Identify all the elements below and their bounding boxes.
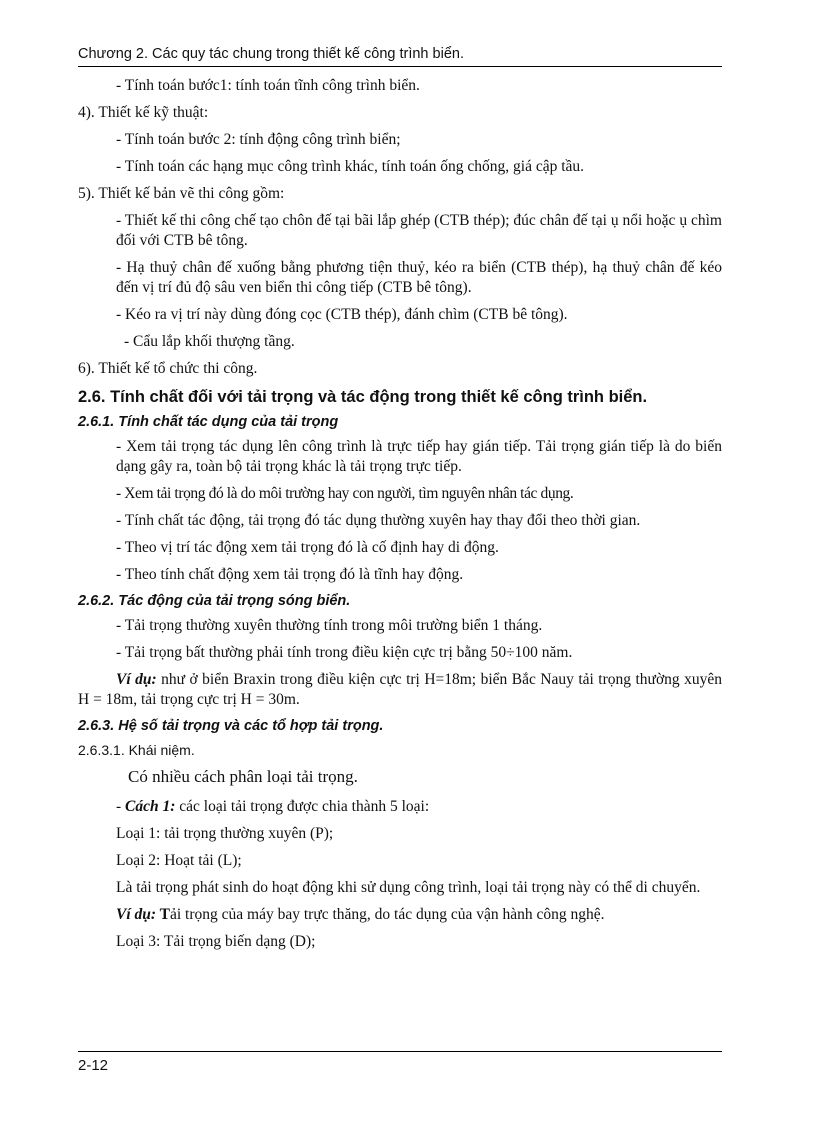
- list-heading: 4). Thiết kế kỹ thuật:: [78, 104, 209, 121]
- page-number: 2-12: [78, 1057, 109, 1074]
- list-heading: 5). Thiết kế bản vẽ thi công gồm:: [78, 185, 285, 202]
- subsection-heading-2-6-2: 2.6.2. Tác động của tải trọng sóng biển.: [78, 593, 351, 609]
- page-body: [78, 76, 722, 959]
- paragraph: Có nhiều cách phân loại tải trọng.: [128, 767, 358, 786]
- paragraph: - Kéo ra vị trí này dùng đóng cọc (CTB thép), đánh chìm (CTB bê tông).: [116, 306, 568, 323]
- paragraph: - Theo vị trí tác động xem tải trọng đó là cố định hay di động.: [116, 539, 499, 556]
- example-bold-letter: T: [156, 906, 170, 923]
- paragraph: - Tính chất tác động, tải trọng đó tác dụng thường xuyên hay thay đổi theo thời gian.: [116, 512, 641, 529]
- paragraph: - Xem tải trọng tác dụng lên công trình là trực tiếp hay gián tiếp. Tải trọng gián tiếp là do biến dạng gây ra, toàn bộ tải trọng khác là tải trọng trực tiếp.: [116, 438, 722, 475]
- example-label: Ví dụ:: [116, 906, 157, 923]
- paragraph: - Tải trọng bất thường phải tính trong điều kiện cực trị bằng 50÷100 năm.: [116, 644, 573, 661]
- paragraph: [78, 797, 722, 817]
- example-text: ải trọng của máy bay trực thăng, do tác dụng của vận hành công nghệ.: [170, 906, 605, 923]
- example-label: Ví dụ:: [116, 671, 157, 688]
- paragraph: Loại 2: Hoạt tải (L);: [116, 852, 242, 869]
- paragraph: - Thiết kế thi công chế tạo chôn đế tại bãi lắp ghép (CTB thép); đúc chân đế tại ụ nổi hoặc ụ chìm đối với CTB bê tông.: [116, 212, 722, 249]
- subsection-heading-2-6-3: 2.6.3. Hệ số tải trọng và các tổ hợp tải trọng.: [78, 718, 384, 734]
- paragraph: Loại 3: Tải trọng biến dạng (D);: [116, 933, 316, 950]
- paragraph: Loại 1: tải trọng thường xuyên (P);: [116, 825, 334, 842]
- example-paragraph: [78, 670, 722, 710]
- paragraph: Là tải trọng phát sinh do hoạt động khi sử dụng công trình, loại tải trọng này có thể di chuyển.: [116, 879, 701, 896]
- paragraph: - Tính toán bước 2: tính động công trình biển;: [116, 131, 401, 148]
- footer-divider: [78, 1051, 722, 1052]
- paragraph: - Xem tải trọng đó là do môi trường hay con người, tìm nguyên nhân tác dụng.: [116, 485, 574, 502]
- paragraph: - Tính toán bước1: tính toán tĩnh công trình biển.: [116, 77, 420, 94]
- example-paragraph: [78, 905, 722, 925]
- example-text: như ở biển Braxin trong điều kiện cực trị H=18m; biển Bắc Nauy tải trọng thường xuyên H = 18m, tải trọng cực trị H = 30m.: [78, 671, 722, 708]
- paragraph: - Tính toán các hạng mục công trình khác, tính toán ống chống, giá cập tầu.: [116, 158, 585, 175]
- list-heading: 6). Thiết kế tổ chức thi công.: [78, 360, 258, 377]
- paragraph: - Cẩu lắp khối thượng tầng.: [124, 333, 295, 350]
- method-text: các loại tải trọng được chia thành 5 loại:: [175, 798, 430, 815]
- paragraph: - Hạ thuỷ chân đế xuống bằng phương tiện thuỷ, kéo ra biển (CTB thép), hạ thuỷ chân đế kéo đến vị trí đủ độ sâu ven biển thi công tiếp (CTB bê tông).: [116, 259, 722, 296]
- paragraph: - Theo tính chất động xem tải trọng đó là tĩnh hay động.: [116, 566, 464, 583]
- section-heading-2-6: 2.6. Tính chất đối với tải trọng và tác động trong thiết kế công trình biển.: [78, 388, 648, 406]
- page-header: Chương 2. Các quy tác chung trong thiết kế công trình biển.: [78, 44, 722, 67]
- method-label: Cách 1:: [125, 798, 176, 815]
- paragraph: - Tải trọng thường xuyên thường tính trong môi trường biển 1 tháng.: [116, 617, 543, 634]
- dash: -: [116, 798, 126, 815]
- subsubsection-heading-2-6-3-1: 2.6.3.1. Khái niệm.: [78, 742, 195, 758]
- subsection-heading-2-6-1: 2.6.1. Tính chất tác dụng của tải trọng: [78, 414, 339, 430]
